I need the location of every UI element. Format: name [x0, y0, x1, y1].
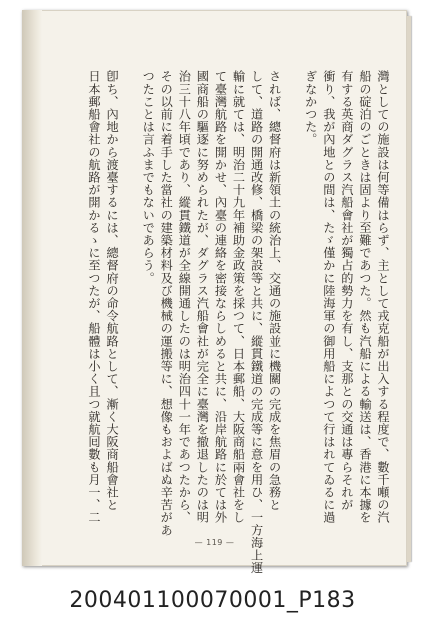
text-column: されば、總督府は新領土の統治上、交通の施設並に機關の完成を焦眉の急務と	[267, 70, 282, 511]
text-column: つたことは言ふまでもないであらう。	[141, 70, 156, 285]
text-column: 治三十八年頃であり、縱貫鐵道が全線開通したのは明治四十一年であつたから、	[177, 70, 192, 524]
paragraph-gap	[287, 70, 298, 510]
text-column: 有する英商ダグラス汽船會社が獨占的勢力を有し、支那との交通は專らそれが	[339, 70, 354, 511]
text-column: ぎなかつた。	[303, 70, 318, 146]
text-column: その以前に着手した當社の建築材料及び機械の運搬等に、想像もおよばぬ辛苦があ	[159, 70, 174, 537]
text-column: 日本郵船會社の航路が開かるゝに至つたが、船體は小く且つ就航囘數も月一、二	[87, 70, 101, 524]
text-column: 輸に就ては、明治二十九年補助金政策を採つて、日本郵船、大阪商船兩會社をし	[231, 70, 246, 524]
text-column: 灣としての施設は何等備はらず、主として戎克船が出入する程度で、數千噸の汽	[376, 70, 390, 524]
book-page	[22, 10, 407, 574]
page-number: — 119 —	[194, 538, 235, 547]
page-gutter	[22, 10, 42, 566]
text-column: 船の碇泊のごときは固より至難であつた。然も汽船による輸送は、香港に本據を	[357, 70, 372, 524]
text-column: 卽ち、內地から渡臺するには、總督府の命令航路として、漸く大阪商船會社と	[105, 70, 120, 511]
image-caption: 200401100070001_P183	[69, 588, 356, 613]
text-column: 國商船の驅逐に努められたが、ダグラス汽船會社が完全に臺灣を撤退したのは明	[195, 70, 210, 524]
text-column: て臺灣航路を開かせ、內臺の連絡を密接ならしめると共に、沿岸航路に於ては外	[213, 70, 228, 524]
page-edge	[407, 16, 411, 562]
paragraph-gap	[124, 70, 135, 510]
text-column: して、道路の開通改修、橋梁の架設等と共に、縱貫鐵道の完成等に意を用ひ、一方海上運	[249, 70, 264, 574]
text-column: 衝り、我が內地との間は、たゞ僅かに陸海軍の御用船によつて行はれてゐるに過	[321, 70, 336, 524]
